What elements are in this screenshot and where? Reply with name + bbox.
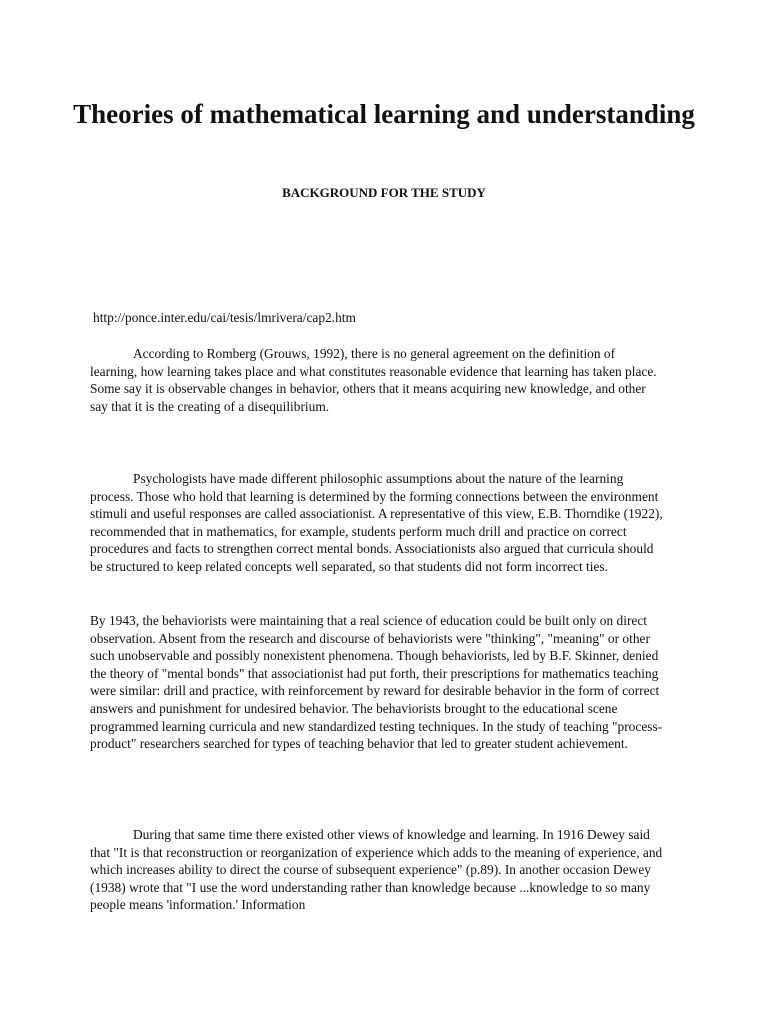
paragraph-psychologists: Psychologists have made different philosophic assumptions about the nature of the learning process. Those who hold that learning is determined by the forming connections between the environment stimuli and useful responses are called associationist. A representative of this view, E.B. Thorndike (1922), recommended that in mathematics, for example, students perform much drill and practice on correct procedures and facts to strengthen correct mental bonds. Associationists also argued that curricula should be structured to keep related concepts well separated, so that students did not form incorrect ties. xyxy=(90,471,663,574)
paragraph-dewey: During that same time there existed other views of knowledge and learning. In 1916 Dewey said that "It is that reconstruction or reorganization of experience which adds to the meaning of experience, and which increases ability to direct the course of subsequent experience" (p.89). In another occasion Dewey (1938) wrote that "I use the word understanding rather than knowledge because ...knowledge to so many people means 'information.' Information xyxy=(90,827,663,913)
source-url: http://ponce.inter.edu/cai/tesis/lmrivera/cap2.htm xyxy=(93,310,356,325)
paragraph-behaviorists: By 1943, the behaviorists were maintaining that a real science of education could be built only on direct observation. Absent from the research and discourse of behaviorists were "thinking", "meaning" or other such unobservable and possibly nonexistent phenomena. Though behaviorists, led by B.F. Skinner, denied the theory of "mental bonds" that associationist had put forth, their prescriptions for mathematics teaching were similar: drill and practice, with reinforcement by reward for desirable behavior in the form of correct answers and punishment for undesired behavior. The behaviorists brought to the educational scene programmed learning curricula and new standardized testing techniques. In the study of teaching "process-product" researchers searched for types of teaching behavior that led to greater student achievement. xyxy=(90,613,663,752)
paragraph-romberg: According to Romberg (Grouws, 1992), there is no general agreement on the definition of learning, how learning takes place and what constitutes reasonable evidence that learning has taken place. Some say it is observable changes in behavior, others that it means acquiring new knowledge, and other say that it is the creating of a disequilibrium. xyxy=(90,346,657,414)
document-title: Theories of mathematical learning and understanding xyxy=(73,99,695,129)
document-subtitle: BACKGROUND FOR THE STUDY xyxy=(282,185,486,200)
